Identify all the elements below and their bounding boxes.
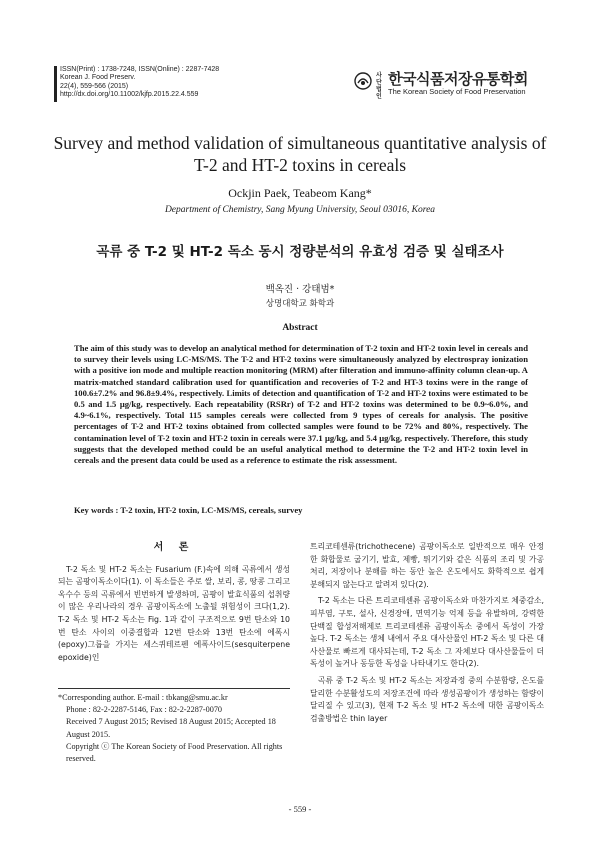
body-column-left xyxy=(58,539,290,666)
section-heading-introduction: 서 론 xyxy=(153,542,195,553)
page-number: - 559 - xyxy=(288,804,312,814)
society-name-english: The Korean Society of Food Preservation xyxy=(388,87,526,96)
author-affiliation: Department of Chemistry, Sang Myung University, Seoul 03016, Korea xyxy=(164,205,436,215)
body-paragraph: 트리코테센류(trichothecene) 곰팡이독소로 일반적으로 매우 안정한 화합물로 굽기기, 발효, 제빵, 튀기기와 같은 식품의 조리 및 가공처리, 저장이나 분해를 하는 동안 높은 온도에서도 화학적으로 쉽게 분해되지 않는다고 알려져 있다(2). xyxy=(310,542,544,589)
doi-link[interactable]: http://dx.doi.org/10.11002/kjfp.2015.22.4.559 xyxy=(60,91,199,99)
footnote-divider xyxy=(58,688,290,689)
footnote xyxy=(58,692,290,765)
volume-pages: 22(4), 559-566 (2015) xyxy=(60,82,129,90)
korean-title: 곡류 중 T-2 및 HT-2 독소 동시 정량분석의 유효성 검증 및 실태조사 xyxy=(96,244,504,260)
body-column-right xyxy=(310,541,544,727)
body-paragraph: 곡류 중 T-2 독소 및 HT-2 독소는 저장과정 중의 수분함량, 온도를 달리한 수분활성도의 저장조건에 따라 생성곰팡이가 생성하는 함량이 달리질 수 있고(3), 현재 T-2 독소 및 HT-2 독소에 대한 곰팡이독소 검출방법은 thin layer xyxy=(310,675,544,723)
copyright-notice: Copyright ⓒ The Korean Society of Food Preservation. All rights reserved. xyxy=(66,741,283,764)
journal-abbrev: Korean J. Food Preserv. xyxy=(60,74,136,82)
paper-title xyxy=(40,132,560,176)
korean-author-list: 백옥진 · 강태범* xyxy=(265,284,335,295)
corresponding-author: *Corresponding author. E-mail : tbkang@smu.ac.kr xyxy=(58,693,228,702)
keywords: Key words : T-2 toxin, HT-2 toxin, LC-MS/MS, cereals, survey xyxy=(74,505,303,515)
paper-title-line-1: Survey and method validation of simultaneous quantitative analysis of xyxy=(53,133,547,153)
society-name-korean: 한국식품저장유통학회 xyxy=(388,70,528,88)
abstract-body: The aim of this study was to develop an analytical method for determination of T-2 toxin and HT-2 toxin level in cereals and to survey their levels using LC-MS/MS. The T-2 and HT-2 toxins were simultaneously analyzed by electrospray ionization with a positive ion mode and multiple reaction monitoring (MRM) after filteration and immuno-affinity column clean-up. A matrix-matched standard calibration used for quantification and recoveries of T-2 and HT-3 toxins were in the range of 100.6±7.2% and 96.8±9.4%, respectively. Limits of detection and quantification of T-2 and HT-2 toxins were estimated to be 0.5 and 1.5 μg/kg, respectively. Each repeatability (RSRr) of T-2 and HT-2 toxins was determined to be 0.9~6.0%, and 4.9~6.1%, respectively. Total 115 samples cereals were collected from 9 types of cereals for analysis. The positive percentages of T-2 and HT-2 toxins obtained from collected samples were found to be 72% and 80%, respectively. The contamination level of T-2 toxin and HT-2 toxin in cereals were 37.1 μg/kg, and 5.4 μg/kg, respectively. Therefore, this study suggests that the developed method could be an useful analytical method to determine the T-2 and HT-2 toxin level in cereals and the present data could be used as a reference to estimate the risk assessment. xyxy=(74,343,528,466)
issn-block xyxy=(60,66,219,100)
society-prefix: 사단 법인 xyxy=(376,72,382,100)
society-emblem-icon xyxy=(354,72,372,90)
abstract-heading: Abstract xyxy=(282,323,318,333)
paper-title-line-2: T-2 and HT-2 toxins in cereals xyxy=(193,155,407,175)
korean-affiliation: 상명대학교 화학과 xyxy=(265,299,335,309)
journal-header xyxy=(54,66,554,106)
author-list: Ockjin Paek, Teabeom Kang* xyxy=(228,186,372,200)
body-paragraph: T-2 독소 및 HT-2 독소는 Fusarium (F.)속에 의해 곡류에서 생성되는 곰팡이독소이다(1). 이 독소들은 주로 쌀, 보리, 콩, 땅콩 그리고 옥수수 등의 곡류에서 빈번하게 발생하며, 곰팡이 발효식품의 섭취량이 많은 우리나라의 경우 곰팡이독소에 노출될 위험성이 크다(1,2). T-2 독소 및 HT-2 독소는 Fig. 1과 같이 구조적으로 9번 탄소와 10번 탄소 사이의 이중결합과 12번 탄소와 13번 탄소에 에폭시(epoxy)그룹을 가지는 세스퀴테르펜 에폭사이드(sesquiterpene epoxide)인 xyxy=(58,564,290,662)
body-paragraph: T-2 독소는 다른 트리코테센류 곰팡이독소와 마찬가지로 체중감소, 피부염, 구토, 설사, 신경장애, 면역기능 억제 등을 유발하며, 강력한 단백질 합성저해제로 트리코테센류 곰팡이독소 중에서 독성이 가장 높다. T-2 독소는 생체 내에서 주요 대사산물인 HT-2 독소 및 다른 대사산물로 빠르게 대사되는데, T-2 독소 그 자체보다 대사산물들이 더 독성이 높거나 동등한 독성을 나타내기도 한다(2). xyxy=(310,596,544,669)
manuscript-dates: Received 7 August 2015; Revised 18 August 2015; Accepted 18 August 2015. xyxy=(66,717,276,739)
issn-line: ISSN(Print) : 1738-7248, ISSN(Online) : 2287-7428 xyxy=(60,66,220,73)
society-logo xyxy=(354,66,554,100)
issn-marker-bar xyxy=(54,66,57,102)
contact-phone: Phone : 82-2-2287-5146, Fax : 82-2-2287-0070 xyxy=(66,705,223,715)
